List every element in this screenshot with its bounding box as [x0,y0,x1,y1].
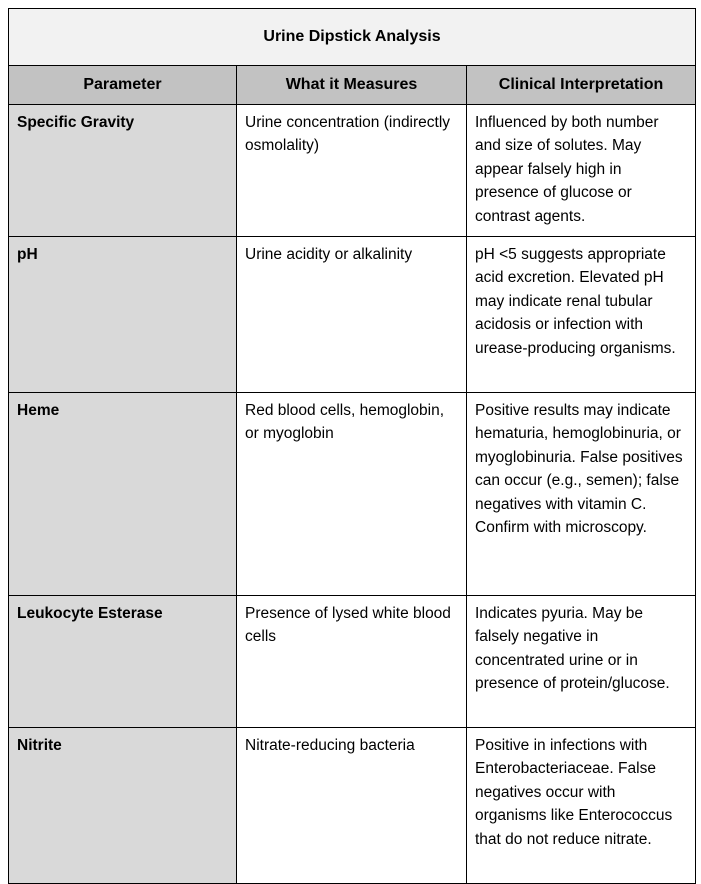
parameter-cell: Heme [9,393,237,596]
table-header-row [9,66,696,105]
interpretation-cell: Positive results may indicate hematuria, hemoglobinuria, or myoglobinuria. False positives can occur (e.g., semen); false negatives with vitamin C. Confirm with microscopy. [467,393,696,596]
interpretation-cell: pH <5 suggests appropriate acid excretion. Elevated pH may indicate renal tubular acidosis or infection with urease-producing organisms. [467,237,696,393]
measures-cell: Red blood cells, hemoglobin, or myoglobin [237,393,467,596]
table-row [9,105,696,237]
table-row [9,596,696,728]
interpretation-cell: Influenced by both number and size of solutes. May appear falsely high in presence of glucose or contrast agents. [467,105,696,237]
header-parameter: Parameter [9,66,237,105]
header-clinical-interpretation: Clinical Interpretation [467,66,696,105]
table-row [9,237,696,393]
header-what-it-measures: What it Measures [237,66,467,105]
table-row [9,393,696,596]
urine-dipstick-table [8,8,696,884]
table-row [9,728,696,884]
parameter-cell: Leukocyte Esterase [9,596,237,728]
interpretation-cell: Positive in infections with Enterobacteriaceae. False negatives occur with organisms like Enterococcus that do not reduce nitrate. [467,728,696,884]
measures-cell: Presence of lysed white blood cells [237,596,467,728]
parameter-cell: Nitrite [9,728,237,884]
parameter-cell: pH [9,237,237,393]
measures-cell: Nitrate-reducing bacteria [237,728,467,884]
table-title-row [9,9,696,66]
table-title: Urine Dipstick Analysis [9,9,696,66]
parameter-cell: Specific Gravity [9,105,237,237]
measures-cell: Urine concentration (indirectly osmolality) [237,105,467,237]
interpretation-cell: Indicates pyuria. May be falsely negative in concentrated urine or in presence of protein/glucose. [467,596,696,728]
urine-dipstick-table-container [8,8,695,884]
measures-cell: Urine acidity or alkalinity [237,237,467,393]
